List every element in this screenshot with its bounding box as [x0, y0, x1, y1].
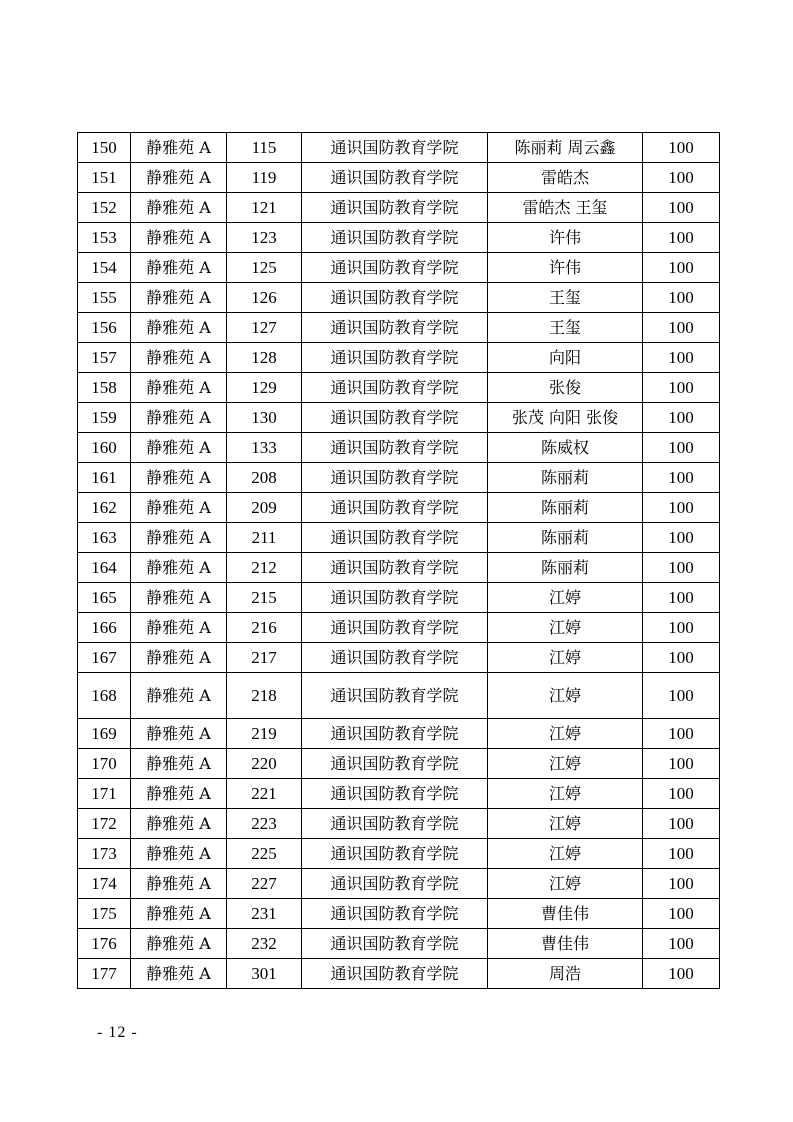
score-cell: 100 — [643, 253, 720, 283]
room-cell: 221 — [227, 779, 302, 809]
person-cell: 许伟 — [488, 253, 643, 283]
room-cell: 227 — [227, 869, 302, 899]
building-cell: 静雅苑 A — [131, 193, 227, 223]
row-number-cell: 164 — [78, 553, 131, 583]
row-number-cell: 174 — [78, 869, 131, 899]
room-cell: 216 — [227, 613, 302, 643]
table-row — [78, 223, 720, 253]
score-cell: 100 — [643, 523, 720, 553]
person-cell: 江婷 — [488, 749, 643, 779]
score-cell: 100 — [643, 463, 720, 493]
room-cell: 217 — [227, 643, 302, 673]
college-cell: 通识国防教育学院 — [302, 583, 488, 613]
score-cell: 100 — [643, 779, 720, 809]
college-cell: 通识国防教育学院 — [302, 133, 488, 163]
room-cell: 130 — [227, 403, 302, 433]
building-cell: 静雅苑 A — [131, 719, 227, 749]
row-number-cell: 159 — [78, 403, 131, 433]
room-cell: 208 — [227, 463, 302, 493]
table-row — [78, 779, 720, 809]
person-cell: 江婷 — [488, 719, 643, 749]
college-cell: 通识国防教育学院 — [302, 343, 488, 373]
score-cell: 100 — [643, 403, 720, 433]
row-number-cell: 158 — [78, 373, 131, 403]
table-row — [78, 373, 720, 403]
college-cell: 通识国防教育学院 — [302, 253, 488, 283]
college-cell: 通识国防教育学院 — [302, 839, 488, 869]
room-cell: 218 — [227, 673, 302, 719]
person-cell: 江婷 — [488, 613, 643, 643]
room-cell: 223 — [227, 809, 302, 839]
room-cell: 123 — [227, 223, 302, 253]
room-cell: 128 — [227, 343, 302, 373]
row-number-cell: 171 — [78, 779, 131, 809]
building-cell: 静雅苑 A — [131, 433, 227, 463]
row-number-cell: 176 — [78, 929, 131, 959]
building-cell: 静雅苑 A — [131, 583, 227, 613]
row-number-cell: 163 — [78, 523, 131, 553]
row-number-cell: 153 — [78, 223, 131, 253]
table-row — [78, 343, 720, 373]
building-cell: 静雅苑 A — [131, 283, 227, 313]
table-row — [78, 583, 720, 613]
row-number-cell: 177 — [78, 959, 131, 989]
score-cell: 100 — [643, 673, 720, 719]
score-cell: 100 — [643, 719, 720, 749]
building-cell: 静雅苑 A — [131, 643, 227, 673]
table-row — [78, 613, 720, 643]
score-cell: 100 — [643, 899, 720, 929]
table-row — [78, 313, 720, 343]
person-cell: 许伟 — [488, 223, 643, 253]
college-cell: 通识国防教育学院 — [302, 313, 488, 343]
person-cell: 王玺 — [488, 283, 643, 313]
table-row — [78, 839, 720, 869]
college-cell: 通识国防教育学院 — [302, 283, 488, 313]
college-cell: 通识国防教育学院 — [302, 463, 488, 493]
room-cell: 209 — [227, 493, 302, 523]
table-row — [78, 193, 720, 223]
table-body — [78, 133, 720, 989]
table-row — [78, 673, 720, 719]
person-cell: 江婷 — [488, 643, 643, 673]
row-number-cell: 175 — [78, 899, 131, 929]
score-cell: 100 — [643, 553, 720, 583]
row-number-cell: 157 — [78, 343, 131, 373]
room-cell: 219 — [227, 719, 302, 749]
table-row — [78, 749, 720, 779]
building-cell: 静雅苑 A — [131, 869, 227, 899]
table-row — [78, 493, 720, 523]
building-cell: 静雅苑 A — [131, 673, 227, 719]
row-number-cell: 167 — [78, 643, 131, 673]
table-row — [78, 283, 720, 313]
room-cell: 129 — [227, 373, 302, 403]
building-cell: 静雅苑 A — [131, 959, 227, 989]
college-cell: 通识国防教育学院 — [302, 523, 488, 553]
college-cell: 通识国防教育学院 — [302, 553, 488, 583]
building-cell: 静雅苑 A — [131, 493, 227, 523]
row-number-cell: 170 — [78, 749, 131, 779]
building-cell: 静雅苑 A — [131, 809, 227, 839]
table-row — [78, 553, 720, 583]
person-cell: 曹佳伟 — [488, 899, 643, 929]
person-cell: 张俊 — [488, 373, 643, 403]
building-cell: 静雅苑 A — [131, 343, 227, 373]
table-row — [78, 403, 720, 433]
person-cell: 江婷 — [488, 839, 643, 869]
row-number-cell: 161 — [78, 463, 131, 493]
college-cell: 通识国防教育学院 — [302, 163, 488, 193]
room-cell: 215 — [227, 583, 302, 613]
table-row — [78, 899, 720, 929]
building-cell: 静雅苑 A — [131, 899, 227, 929]
college-cell: 通识国防教育学院 — [302, 869, 488, 899]
person-cell: 江婷 — [488, 869, 643, 899]
building-cell: 静雅苑 A — [131, 403, 227, 433]
score-cell: 100 — [643, 433, 720, 463]
room-cell: 121 — [227, 193, 302, 223]
building-cell: 静雅苑 A — [131, 613, 227, 643]
score-cell: 100 — [643, 313, 720, 343]
table-row — [78, 133, 720, 163]
room-cell: 115 — [227, 133, 302, 163]
room-cell: 126 — [227, 283, 302, 313]
score-cell: 100 — [643, 493, 720, 523]
table-row — [78, 929, 720, 959]
room-cell: 212 — [227, 553, 302, 583]
person-cell: 江婷 — [488, 809, 643, 839]
room-cell: 127 — [227, 313, 302, 343]
building-cell: 静雅苑 A — [131, 523, 227, 553]
score-cell: 100 — [643, 133, 720, 163]
college-cell: 通识国防教育学院 — [302, 433, 488, 463]
score-cell: 100 — [643, 749, 720, 779]
building-cell: 静雅苑 A — [131, 163, 227, 193]
dormitory-score-table — [77, 132, 720, 989]
table-row — [78, 523, 720, 553]
table-row — [78, 463, 720, 493]
room-cell: 211 — [227, 523, 302, 553]
table-row — [78, 253, 720, 283]
table-row — [78, 959, 720, 989]
score-cell: 100 — [643, 613, 720, 643]
college-cell: 通识国防教育学院 — [302, 673, 488, 719]
person-cell: 雷皓杰 王玺 — [488, 193, 643, 223]
row-number-cell: 152 — [78, 193, 131, 223]
person-cell: 陈威权 — [488, 433, 643, 463]
person-cell: 张茂 向阳 张俊 — [488, 403, 643, 433]
score-cell: 100 — [643, 869, 720, 899]
row-number-cell: 165 — [78, 583, 131, 613]
person-cell: 江婷 — [488, 779, 643, 809]
score-cell: 100 — [643, 643, 720, 673]
building-cell: 静雅苑 A — [131, 463, 227, 493]
building-cell: 静雅苑 A — [131, 779, 227, 809]
college-cell: 通识国防教育学院 — [302, 959, 488, 989]
score-cell: 100 — [643, 163, 720, 193]
college-cell: 通识国防教育学院 — [302, 779, 488, 809]
score-cell: 100 — [643, 809, 720, 839]
person-cell: 陈丽莉 — [488, 493, 643, 523]
college-cell: 通识国防教育学院 — [302, 719, 488, 749]
college-cell: 通识国防教育学院 — [302, 223, 488, 253]
score-cell: 100 — [643, 839, 720, 869]
table-row — [78, 869, 720, 899]
building-cell: 静雅苑 A — [131, 373, 227, 403]
room-cell: 133 — [227, 433, 302, 463]
table-row — [78, 719, 720, 749]
building-cell: 静雅苑 A — [131, 313, 227, 343]
row-number-cell: 172 — [78, 809, 131, 839]
building-cell: 静雅苑 A — [131, 223, 227, 253]
room-cell: 125 — [227, 253, 302, 283]
score-cell: 100 — [643, 343, 720, 373]
college-cell: 通识国防教育学院 — [302, 749, 488, 779]
person-cell: 陈丽莉 — [488, 463, 643, 493]
page-number: - 12 - — [97, 1024, 138, 1041]
score-cell: 100 — [643, 283, 720, 313]
college-cell: 通识国防教育学院 — [302, 403, 488, 433]
score-cell: 100 — [643, 959, 720, 989]
room-cell: 220 — [227, 749, 302, 779]
college-cell: 通识国防教育学院 — [302, 929, 488, 959]
college-cell: 通识国防教育学院 — [302, 899, 488, 929]
score-cell: 100 — [643, 193, 720, 223]
building-cell: 静雅苑 A — [131, 839, 227, 869]
college-cell: 通识国防教育学院 — [302, 193, 488, 223]
row-number-cell: 169 — [78, 719, 131, 749]
building-cell: 静雅苑 A — [131, 133, 227, 163]
building-cell: 静雅苑 A — [131, 929, 227, 959]
row-number-cell: 162 — [78, 493, 131, 523]
person-cell: 王玺 — [488, 313, 643, 343]
person-cell: 雷皓杰 — [488, 163, 643, 193]
row-number-cell: 168 — [78, 673, 131, 719]
row-number-cell: 166 — [78, 613, 131, 643]
person-cell: 江婷 — [488, 673, 643, 719]
row-number-cell: 154 — [78, 253, 131, 283]
row-number-cell: 150 — [78, 133, 131, 163]
row-number-cell: 156 — [78, 313, 131, 343]
college-cell: 通识国防教育学院 — [302, 809, 488, 839]
table-row — [78, 809, 720, 839]
table-row — [78, 643, 720, 673]
person-cell: 陈丽莉 周云鑫 — [488, 133, 643, 163]
room-cell: 231 — [227, 899, 302, 929]
person-cell: 陈丽莉 — [488, 523, 643, 553]
person-cell: 江婷 — [488, 583, 643, 613]
college-cell: 通识国防教育学院 — [302, 493, 488, 523]
college-cell: 通识国防教育学院 — [302, 643, 488, 673]
row-number-cell: 173 — [78, 839, 131, 869]
person-cell: 向阳 — [488, 343, 643, 373]
row-number-cell: 160 — [78, 433, 131, 463]
score-cell: 100 — [643, 929, 720, 959]
row-number-cell: 151 — [78, 163, 131, 193]
score-cell: 100 — [643, 223, 720, 253]
building-cell: 静雅苑 A — [131, 553, 227, 583]
person-cell: 陈丽莉 — [488, 553, 643, 583]
row-number-cell: 155 — [78, 283, 131, 313]
room-cell: 232 — [227, 929, 302, 959]
score-cell: 100 — [643, 373, 720, 403]
building-cell: 静雅苑 A — [131, 749, 227, 779]
score-cell: 100 — [643, 583, 720, 613]
college-cell: 通识国防教育学院 — [302, 373, 488, 403]
college-cell: 通识国防教育学院 — [302, 613, 488, 643]
person-cell: 周浩 — [488, 959, 643, 989]
person-cell: 曹佳伟 — [488, 929, 643, 959]
room-cell: 225 — [227, 839, 302, 869]
building-cell: 静雅苑 A — [131, 253, 227, 283]
room-cell: 301 — [227, 959, 302, 989]
table-row — [78, 433, 720, 463]
room-cell: 119 — [227, 163, 302, 193]
table-row — [78, 163, 720, 193]
